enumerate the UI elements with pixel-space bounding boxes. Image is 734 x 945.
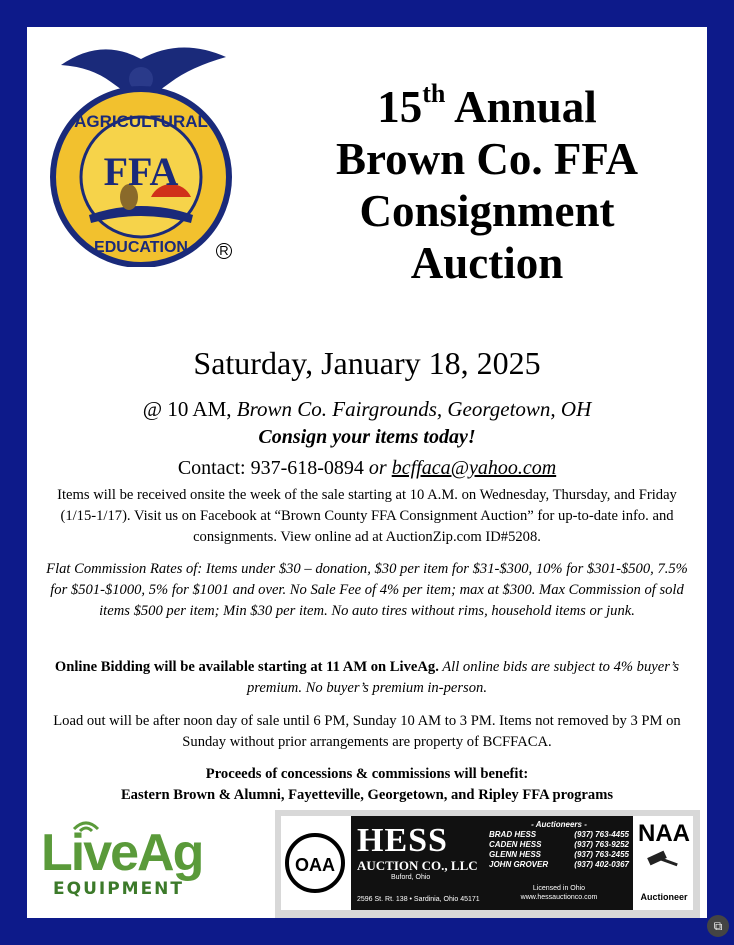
hess-city: Buford, Ohio [391,874,431,881]
event-location: Brown Co. Fairgrounds [236,397,437,421]
auctioneer-phone: (937) 763-2455 [574,850,629,859]
loadout-paragraph: Load out will be after noon day of sale until 6 PM, Sunday 10 AM to 3 PM. Items not removed by 3 PM on Sunday without prior arrangements are property of BCFFACA. [53,713,681,750]
location-separator: , [436,397,448,421]
event-date: Saturday, January 18, 2025 [193,345,541,381]
naa-text: NAA [638,820,690,847]
hess-name: HESS [357,822,448,859]
online-bidding-paragraph [45,657,689,699]
title-annual: Annual [454,82,597,132]
proceeds-line-2: Eastern Brown & Alumni, Fayetteville, Georgetown, and Ripley FFA programs [120,787,614,803]
proceeds-paragraph [45,764,689,806]
event-time: @ 10 AM, [142,397,237,421]
title-line-1 [277,81,697,133]
hess-auction-banner [275,810,700,918]
auctioneer-phone: (937) 763-4455 [574,830,629,839]
title-line-4: Auction [410,238,564,288]
auctioneer-name: GLENN HESS [489,850,542,859]
event-time-location [27,397,707,422]
oaa-icon [281,816,349,910]
liveag-logo [41,817,231,907]
naa-subtitle: Auctioneer [640,892,688,902]
auctioneer-phone: (937) 402-0367 [574,860,629,869]
hess-banner-inner [281,816,693,910]
liveag-subtitle: EQUIPMENT [53,879,185,899]
auctioneer-row [489,850,629,860]
auctioneer-row [489,840,629,850]
online-bidding-bold: Online Bidding will be available starting at 11 AM on LiveAg. [54,659,439,675]
gavel-icon [644,848,684,878]
commission-paragraph: Flat Commission Rates of: Items under $30 – donation, $30 per item for $31-$300, 10% for $301-$500, 7.5% for $501-$1000, 5% for $1001 and over. No Sale Fee of 4% per item; max at $300. Max Commission of sold items $500 per item; Min $30 per item. No auto tires without rims, household items or junk. [46,561,688,619]
auctioneer-name: BRAD HESS [489,830,537,839]
ffa-letters: FFA [103,149,179,194]
contact-email-link[interactable]: bcffaca@yahoo.com [391,457,557,479]
online-bidding-italic: All online bids are subject to 4% buyer’s premium. No buyer’s premium in-person. [247,659,680,696]
hess-company-block [351,816,633,910]
hess-address: 2596 St. Rt. 138 • Sardinia, Ohio 45171 [357,896,480,903]
auctioneer-row [489,830,629,840]
auctioneer-list [489,820,629,870]
auctioneer-name: JOHN GROVER [489,860,549,869]
receiving-paragraph: Items will be received onsite the week of the sale starting at 10 A.M. on Wednesday, Thursday, and Friday (1/15-1/17). Visit us on Facebook at “Brown County FFA Consignment Auction” for up-to-date info. and consignments. View online ad at AuctionZip.com ID#5208. [57,487,677,545]
consign-callout: Consign your items today! [258,426,476,448]
title-suffix: th [422,79,446,108]
oaa-logo [281,816,349,910]
flyer [27,27,707,918]
registered-mark: R [216,243,232,259]
oaa-text: OAA [295,855,335,875]
auctioneers-header: - Auctioneers - [531,820,587,829]
hess-company: AUCTION CO., LLC [357,858,478,873]
license-text: Licensed in Ohio [532,885,586,892]
event-city: Georgetown, OH [447,397,592,421]
ffa-emblem-logo [41,37,241,267]
license-info [499,884,619,902]
ring-bottom-text: EDUCATION [94,239,188,256]
ring-top-text: AGRICULTURAL [74,112,208,131]
website-link[interactable]: www.hessauctionco.com [520,894,598,901]
proceeds-line-1: Proceeds of concessions & commissions will benefit: [205,766,529,782]
contact-or: or [368,457,392,479]
title-line-2: Brown Co. FFA [335,134,639,184]
image-tools-icon[interactable]: ⧉ [707,915,729,937]
title-number: 15 [377,82,423,132]
liveag-wordmark: LiveAg [41,824,203,882]
naa-logo [635,816,693,910]
auctioneer-row [489,860,629,870]
ffa-emblem-icon [41,37,241,267]
title-line-3: Consignment [359,186,615,236]
auctioneer-name: CADEN HESS [489,840,542,849]
contact-phone: Contact: 937-618-0894 [177,457,369,479]
contact-line [27,457,707,480]
page-title [277,81,697,289]
auctioneer-phone: (937) 763-9252 [574,840,629,849]
